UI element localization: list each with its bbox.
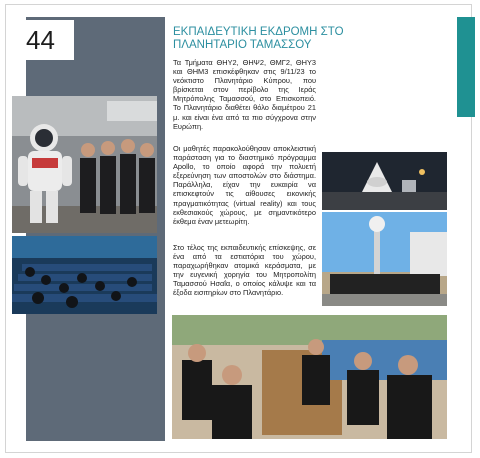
paragraph-1: Τα Τμήματα ΘΗΥ2, ΘΗΨ2, ΘΜΓ2, ΘΗΥ3 και ΘΗΜ3 επισκέφθηκαν στις 9/11/23 το νεόκτιστο Πλανητάριο Κύπρου, που βρίσκεται στον περίβολο της Ιεράς Μητρόπολης Ταμασσού, στο Επισκοπειό. Το Πλανητάριο διαθέτει θόλο διαμέτρου 21 μ. και είναι ένα από τα πιο σύγχρονα στην Ευρώπη.	[173, 58, 316, 131]
photo-planetarium-theater	[12, 236, 157, 314]
photo-astronaut-suit	[12, 96, 157, 233]
photo-shuttle-exhibit	[322, 152, 447, 210]
photo-group-outside	[322, 212, 447, 306]
paragraph-3: Στο τέλος της εκπαιδευτικής επίσκεψης, σε ένα από τα εστιατόρια του χώρου, παραχωρήθηκαν ατομικά κεράσματα, με την ευγενική χορηγία του Μητροπολίτη Ταμασσού Ησαΐα, ο οποίος κάλυψε και τα έξοδα εισιτηρίων στο Πλανητάριο.	[173, 243, 316, 298]
paragraph-2: Οι μαθητές παρακολούθησαν αποκλειστική παράσταση για το διαστημικό πρόγραμμα Apollo, το οποίο αφορά την πολυετή εξερεύνηση των αποστολών στο διάστημα. Παράλληλα, είχαν την ευκαιρία να επισκεφτούν τις αίθουσες εικονικής πραγματικότητας (virtual reality) και τους εκθεσιακούς χώρους, με σημαντικότερο έκθεμα έναν μετεωρίτη.	[173, 144, 316, 226]
article-title: ΕΚΠΑΙΔΕΥΤΙΚΗ ΕΚΔΡΟΜΗ ΣΤΟ ΠΛΑΝΗΤΑΡΙΟ ΤΑΜΑΣΣΟΥ	[173, 26, 344, 51]
photo-restaurant-students	[172, 315, 447, 439]
page-number: 44	[26, 20, 74, 60]
teal-accent-bar	[457, 17, 475, 117]
